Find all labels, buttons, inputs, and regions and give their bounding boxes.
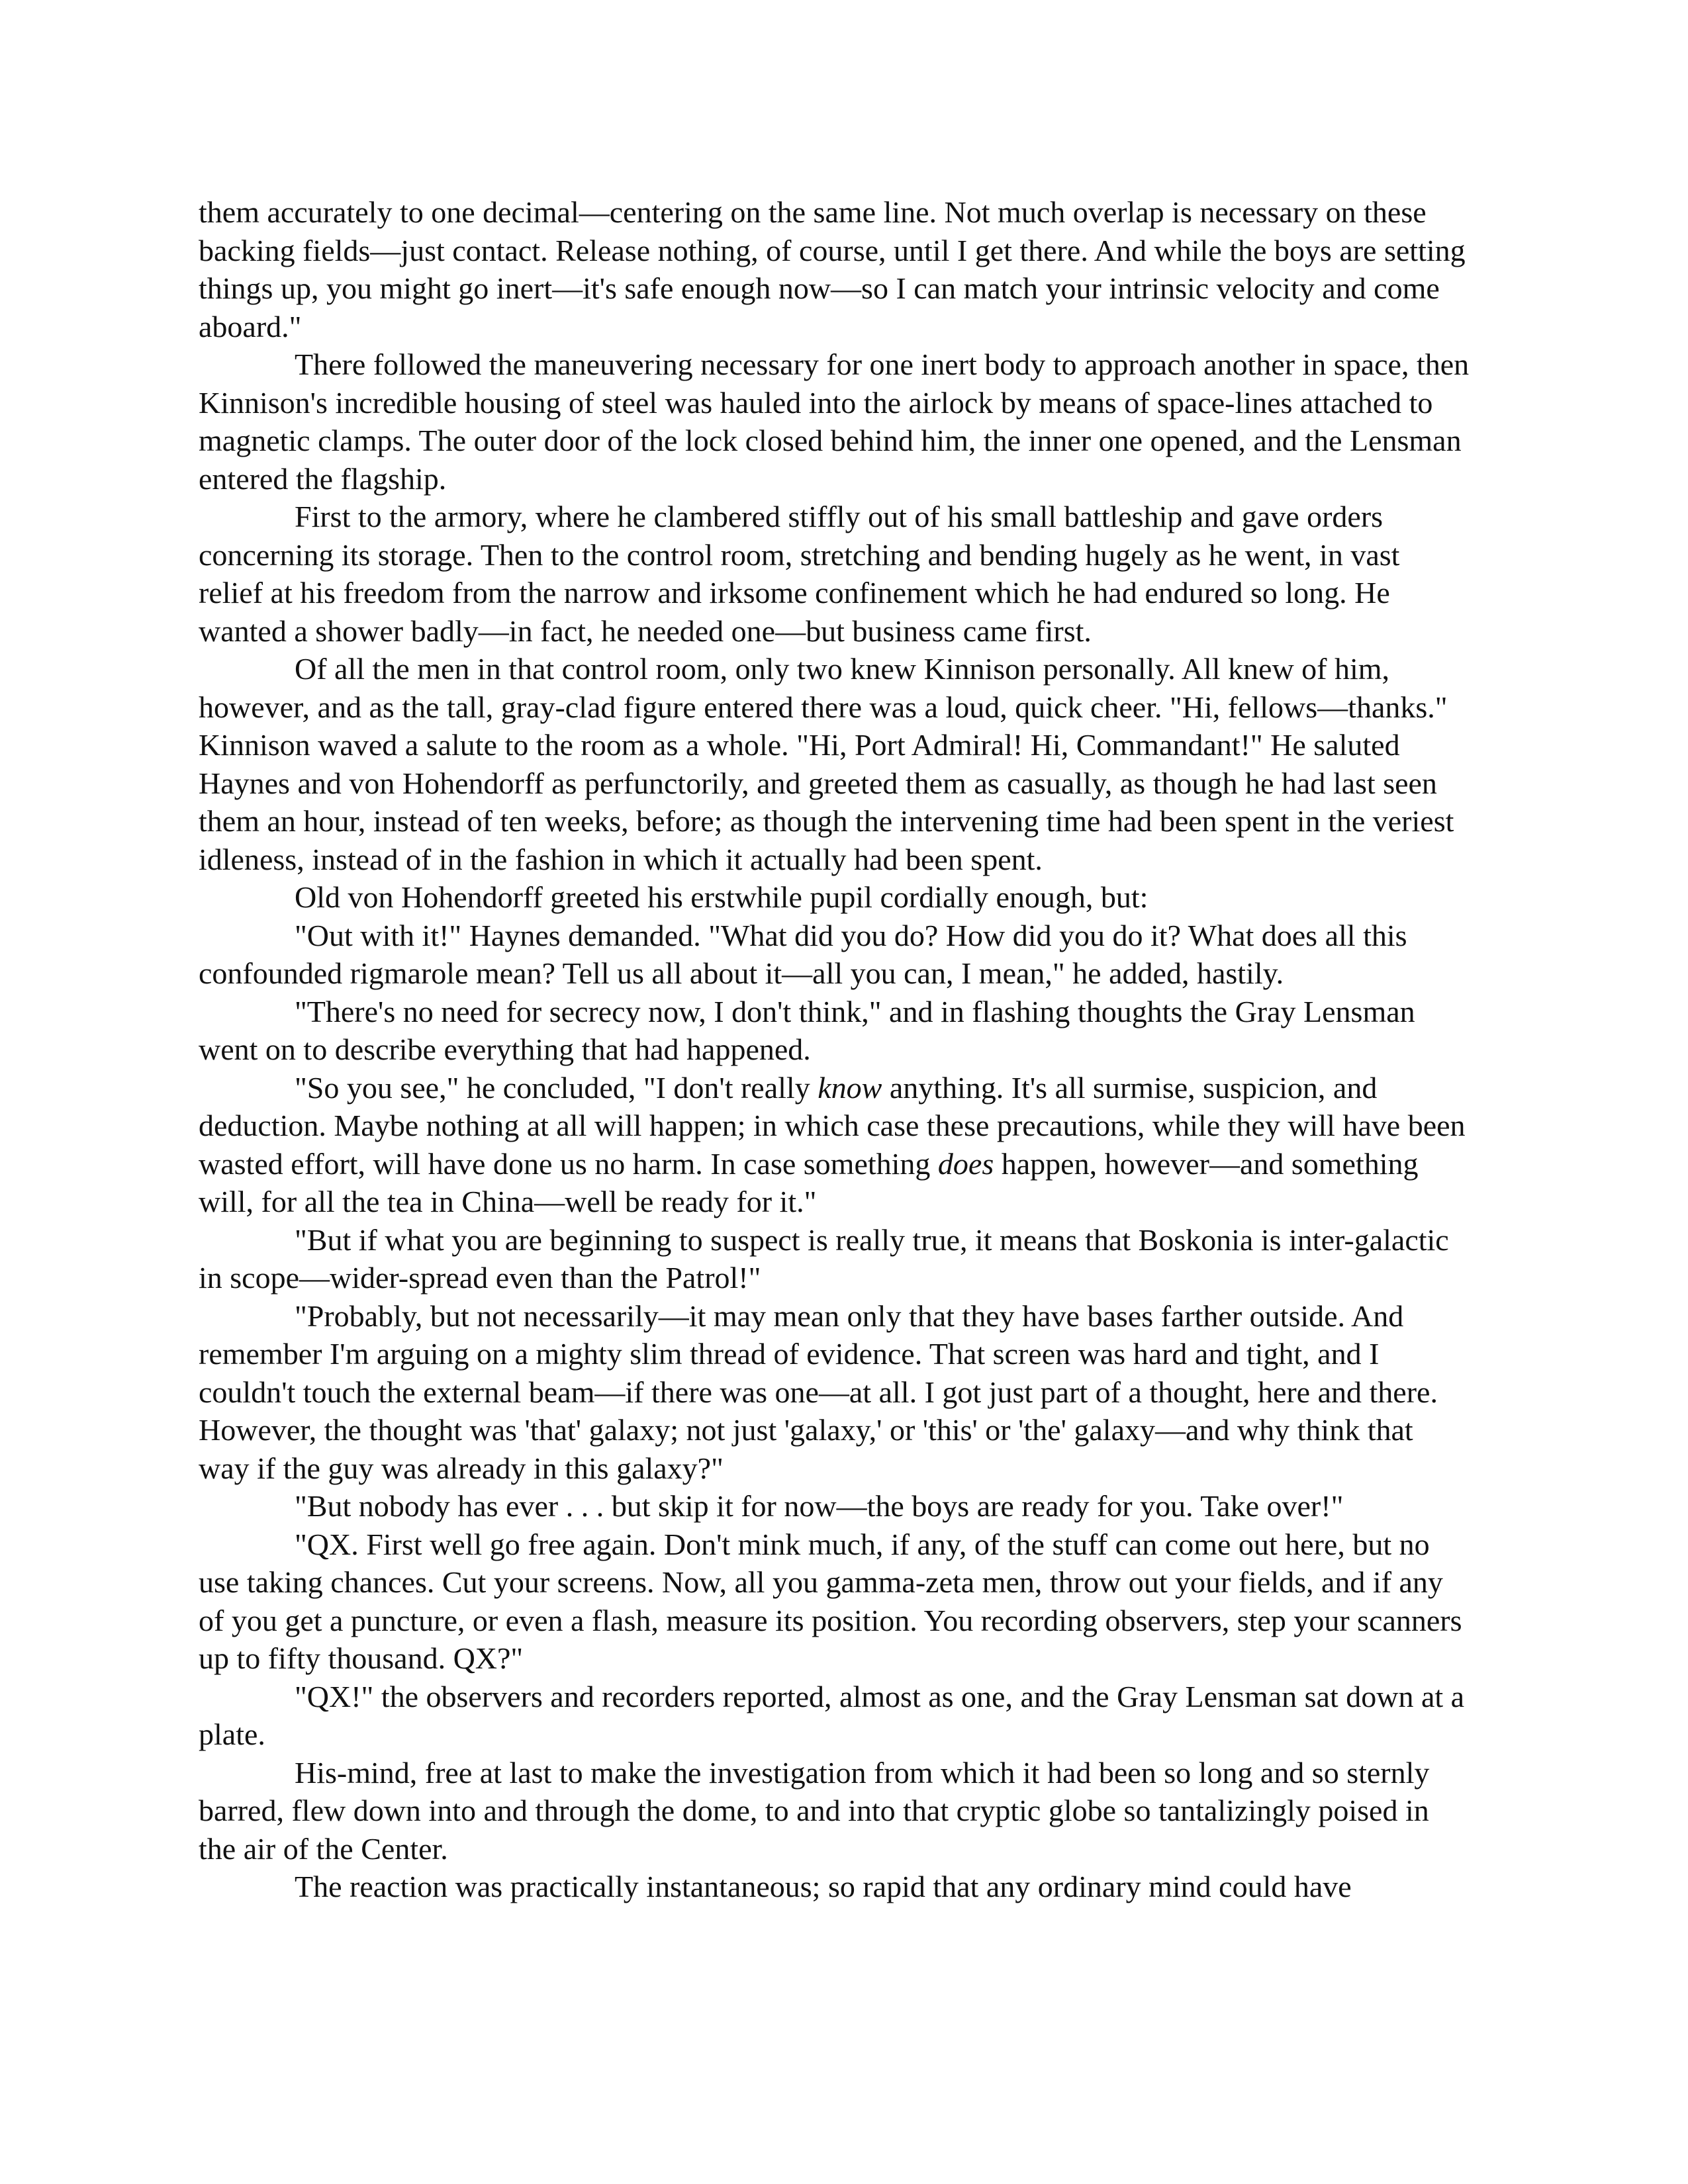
paragraph [199, 1069, 1470, 1221]
paragraph-text: them accurately to one decimal—centering on the same line. Not much overlap is necessary on these backing fields—just contact. Release nothing, of course, until I get there. And while the boys are setting things up, you might go inert—it's safe enough now—so I can match your intrinsic velocity and come aboard." [199, 195, 1466, 343]
paragraph [199, 650, 1470, 878]
paragraph [199, 878, 1470, 917]
paragraph-text: "But nobody has ever . . . but skip it for now—the boys are ready for you. Take over!" [295, 1489, 1344, 1523]
paragraph-text: "So you see," he concluded, "I don't really [295, 1070, 818, 1105]
paragraph [199, 1868, 1470, 1906]
document-page [199, 193, 1470, 1906]
paragraph [199, 1678, 1470, 1754]
paragraph-text: First to the armory, where he clambered stiffly out of his small battleship and gave orders concerning its storage. Then to the control room, stretching and bending hugely as he went, in vast relief at his freedom from the narrow and irksome confinement which he had endured so long. He wanted a shower badly—in fact, he needed one—but business came first. [199, 500, 1400, 648]
paragraph [199, 1487, 1470, 1525]
paragraph-text: "QX!" the observers and recorders reported, almost as one, and the Gray Lensman sat down at a plate. [199, 1679, 1465, 1751]
paragraph-text: "QX. First well go free again. Don't mink much, if any, of the stuff can come out here, but no use taking chances. Cut your screens. Now, all you gamma-zeta men, throw out your fields, and if any of you get a puncture, or even a flash, measure its position. You recording observers, step your scanners up to fifty thousand. QX?" [199, 1527, 1462, 1675]
paragraph-text: "But if what you are beginning to suspect is really true, it means that Boskonia is inter-galactic in scope—wider-spread even than the Patrol!" [199, 1222, 1449, 1295]
paragraph [199, 1221, 1470, 1297]
paragraph-text: Old von Hohendorff greeted his erstwhile pupil cordially enough, but: [295, 880, 1149, 914]
paragraph [199, 1525, 1470, 1678]
paragraph-text: The reaction was practically instantaneous; so rapid that any ordinary mind could have [295, 1870, 1352, 1903]
paragraph [199, 193, 1470, 345]
paragraph [199, 498, 1470, 650]
paragraph-text: anything. It's all surmise, suspicion, and deduction. Maybe nothing at all will happen; in which case these precautions, while they will have been wasted effort, will have done us no harm. In case something [199, 1070, 1466, 1181]
paragraph-text: "There's no need for secrecy now, I don't think," and in flashing thoughts the Gray Lensman went on to describe everything that had happened. [199, 994, 1415, 1066]
paragraph-text: "Out with it!" Haynes demanded. "What did you do? How did you do it? What does all this confounded rigmarole mean? Tell us all about it—all you can, I mean," he added, hastily. [199, 918, 1407, 990]
paragraph-text: His-mind, free at last to make the investigation from which it had been so long and so sternly barred, flew down into and through the dome, to and into that cryptic globe so tantalizingly poised in the air of the Center. [199, 1755, 1430, 1866]
paragraph-text: Of all the men in that control room, only two knew Kinnison personally. All knew of him, however, and as the tall, gray-clad figure entered there was a loud, quick cheer. "Hi, fellows—thanks." Kinnison waved a salute to the room as a whole. "Hi, Port Admiral! Hi, Commandant!" He saluted Haynes and von Hohendorff as perfunctorily, and greeted them as casually, as though he had last seen them an hour, instead of ten weeks, before; as though the intervening time had been spent in the veriest idleness, instead of in the fashion in which it actually had been spent. [199, 652, 1454, 876]
paragraph [199, 993, 1470, 1069]
body-text [199, 193, 1470, 1906]
paragraph [199, 1754, 1470, 1868]
emphasized-text: know [818, 1070, 882, 1105]
paragraph-text: happen, however—and something will, for all the tea in China—well be ready for it." [199, 1146, 1419, 1218]
paragraph-text: "Probably, but not necessarily—it may mean only that they have bases farther outside. And remember I'm arguing on a mighty slim thread of evidence. That screen was hard and tight, and I couldn't touch the external beam—if there was one—at all. I got just part of a thought, here and there. However, the thought was 'that' galaxy; not just 'galaxy,' or 'this' or 'the' galaxy—and why think that way if the guy was already in this galaxy?" [199, 1298, 1438, 1485]
paragraph [199, 345, 1470, 498]
paragraph [199, 917, 1470, 993]
paragraph-text: There followed the maneuvering necessary for one inert body to approach another in space, then Kinnison's incredible housing of steel was hauled into the airlock by means of space-lines attached to magnetic clamps. The outer door of the lock closed behind him, the inner one opened, and the Lensman entered the flagship. [199, 347, 1470, 496]
paragraph [199, 1297, 1470, 1488]
emphasized-text: does [937, 1146, 994, 1181]
